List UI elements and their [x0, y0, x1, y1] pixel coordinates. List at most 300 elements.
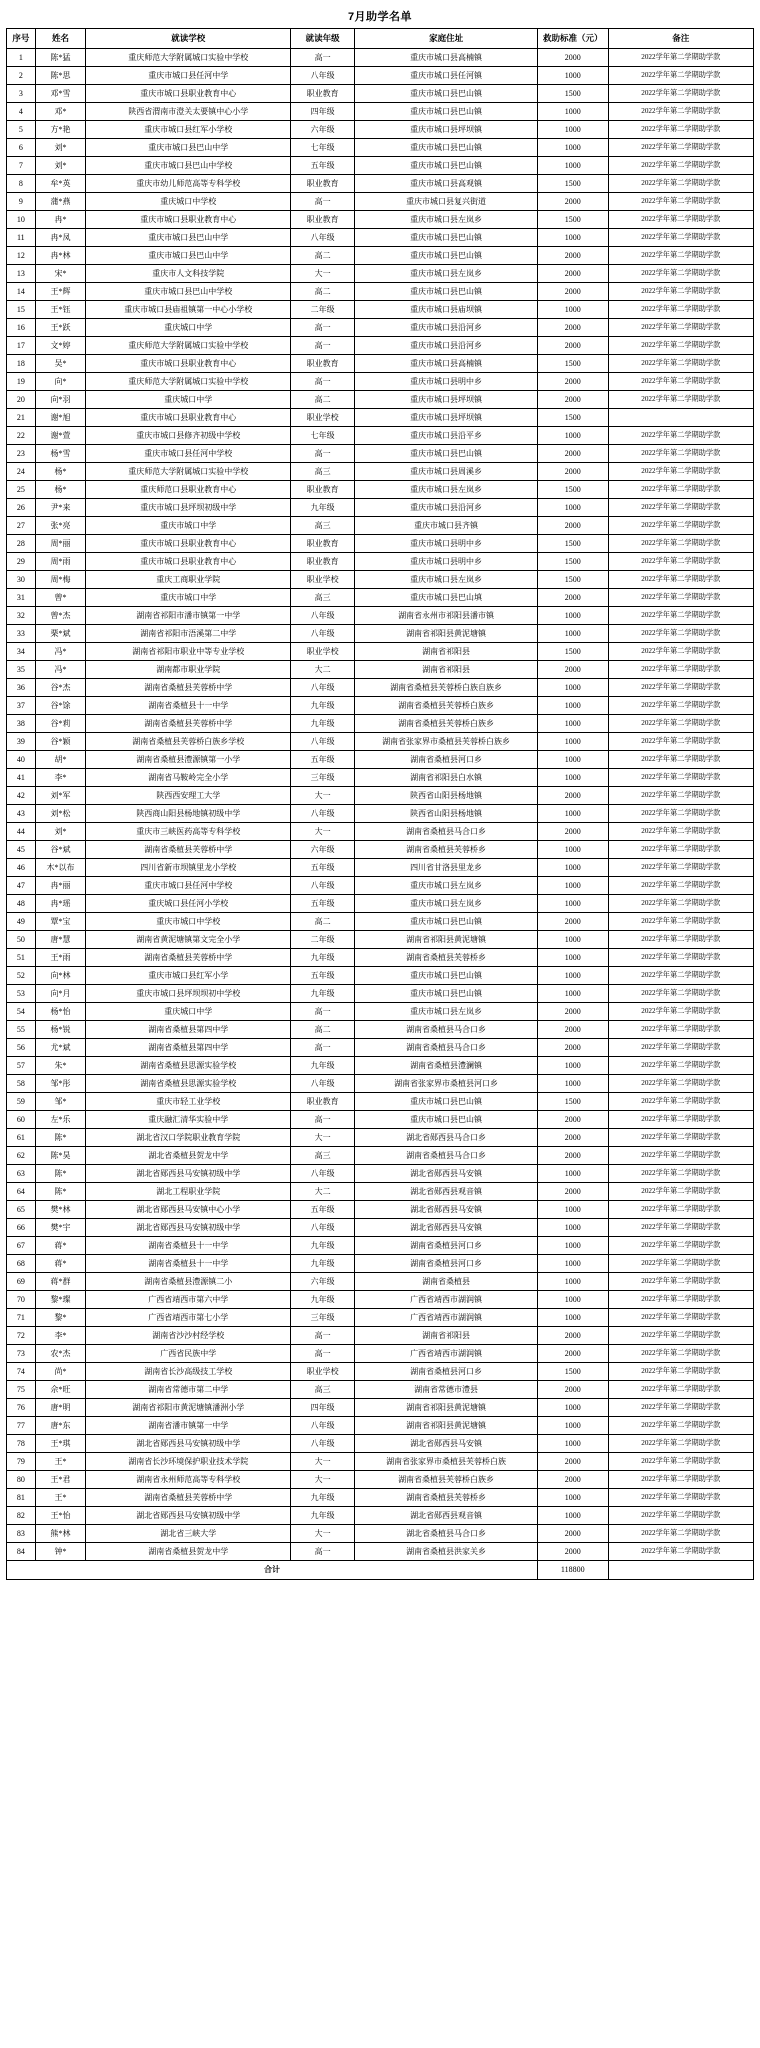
cell-amount: 2000: [538, 1039, 609, 1057]
cell-amount: 1500: [538, 481, 609, 499]
table-row: [7, 319, 754, 337]
cell-address: 重庆市城口县巴山镇: [355, 445, 538, 463]
cell-name: 蒲*燕: [35, 193, 86, 211]
cell-remark: 2022学年第二学期助学款: [608, 1003, 753, 1021]
table-row: [7, 1345, 754, 1363]
table-row: [7, 1111, 754, 1129]
cell-remark: 2022学年第二学期助学款: [608, 1273, 753, 1291]
cell-amount: 1000: [538, 1399, 609, 1417]
cell-name: 尚*: [35, 1363, 86, 1381]
cell-school: 重庆市城口中学: [86, 589, 291, 607]
cell-index: 77: [7, 1417, 36, 1435]
table-row: [7, 427, 754, 445]
cell-school: 重庆市城口县任河中学校: [86, 445, 291, 463]
cell-amount: 1000: [538, 1201, 609, 1219]
table-row: [7, 949, 754, 967]
cell-name: 冉*林: [35, 247, 86, 265]
cell-remark: 2022学年第二学期助学款: [608, 301, 753, 319]
cell-school: 重庆工商职业学院: [86, 571, 291, 589]
cell-grade: 大一: [291, 1525, 355, 1543]
cell-address: 重庆市城口县左岚乡: [355, 877, 538, 895]
cell-grade: 九年级: [291, 1057, 355, 1075]
cell-amount: 1500: [538, 85, 609, 103]
cell-school: 重庆市城口中学: [86, 517, 291, 535]
cell-school: 湖南省桑植县澧源镇二小: [86, 1273, 291, 1291]
column-header-grade: 就读年级: [291, 29, 355, 49]
cell-remark: 2022学年第二学期助学款: [608, 625, 753, 643]
cell-amount: 1500: [538, 211, 609, 229]
cell-name: 唐*慧: [35, 931, 86, 949]
cell-name: 胡*: [35, 751, 86, 769]
cell-grade: 职业教育: [291, 535, 355, 553]
table-row: [7, 607, 754, 625]
cell-grade: 高一: [291, 1345, 355, 1363]
cell-address: 湖南省桑植县芙蓉桥白族乡: [355, 1471, 538, 1489]
cell-name: 王*君: [35, 1471, 86, 1489]
cell-remark: 2022学年第二学期助学款: [608, 67, 753, 85]
cell-grade: 高三: [291, 517, 355, 535]
cell-school: 重庆市城口县职业教育中心: [86, 553, 291, 571]
cell-grade: 二年级: [291, 301, 355, 319]
cell-name: 樊*林: [35, 1201, 86, 1219]
cell-school: 重庆市城口县职业教育中心: [86, 355, 291, 373]
cell-name: 杨*怡: [35, 1003, 86, 1021]
cell-amount: 1000: [538, 805, 609, 823]
cell-school: 湖南省桑植县芙蓉桥中学: [86, 715, 291, 733]
cell-index: 78: [7, 1435, 36, 1453]
cell-address: 陕西省山阳县杨地镇: [355, 805, 538, 823]
cell-name: 杨*锐: [35, 1021, 86, 1039]
table-row: [7, 337, 754, 355]
cell-index: 42: [7, 787, 36, 805]
cell-school: 重庆师范大学附属城口实验中学校: [86, 463, 291, 481]
cell-name: 王*琪: [35, 1435, 86, 1453]
cell-grade: 六年级: [291, 841, 355, 859]
cell-amount: 1000: [538, 1435, 609, 1453]
cell-index: 56: [7, 1039, 36, 1057]
cell-address: 重庆市城口县巴山镇: [355, 247, 538, 265]
cell-index: 80: [7, 1471, 36, 1489]
cell-name: 陈*: [35, 1183, 86, 1201]
cell-address: 湖南省常德市澧县: [355, 1381, 538, 1399]
cell-remark: 2022学年第二学期助学款: [608, 1183, 753, 1201]
cell-address: 湖北省郧西县马安镇: [355, 1165, 538, 1183]
cell-remark: 2022学年第二学期助学款: [608, 1417, 753, 1435]
cell-address: 湖南省桑植县河口乡: [355, 751, 538, 769]
table-row: [7, 211, 754, 229]
cell-name: 王*辉: [35, 283, 86, 301]
cell-name: 佘*旺: [35, 1381, 86, 1399]
cell-grade: 八年级: [291, 1435, 355, 1453]
cell-name: 熊*林: [35, 1525, 86, 1543]
cell-index: 72: [7, 1327, 36, 1345]
table-row: [7, 1453, 754, 1471]
cell-grade: 八年级: [291, 877, 355, 895]
cell-school: 重庆市城口县红军小学: [86, 967, 291, 985]
cell-amount: 1000: [538, 877, 609, 895]
cell-grade: 八年级: [291, 1075, 355, 1093]
cell-remark: 2022学年第二学期助学款: [608, 1093, 753, 1111]
cell-grade: 大二: [291, 661, 355, 679]
cell-grade: 九年级: [291, 697, 355, 715]
cell-amount: 1000: [538, 733, 609, 751]
cell-address: 湖南省桑植县芙蓉桥白族自族乡: [355, 679, 538, 697]
cell-address: 广西省靖西市湖润镇: [355, 1345, 538, 1363]
cell-index: 75: [7, 1381, 36, 1399]
table-row: [7, 85, 754, 103]
cell-index: 61: [7, 1129, 36, 1147]
cell-school: 重庆城口中学: [86, 1003, 291, 1021]
cell-index: 71: [7, 1309, 36, 1327]
cell-school: 湖南省潘市镇第一中学: [86, 1417, 291, 1435]
cell-school: 重庆市城口县巴山中学校: [86, 157, 291, 175]
cell-index: 30: [7, 571, 36, 589]
cell-name: 黎*: [35, 1309, 86, 1327]
cell-name: 王*怡: [35, 1507, 86, 1525]
cell-school: 广西省靖西市第六中学: [86, 1291, 291, 1309]
table-row: [7, 787, 754, 805]
cell-amount: 2000: [538, 1525, 609, 1543]
cell-grade: 三年级: [291, 769, 355, 787]
table-row: [7, 1507, 754, 1525]
cell-address: 湖南省永州市祁阳县潘市镇: [355, 607, 538, 625]
cell-index: 27: [7, 517, 36, 535]
cell-address: 湖南省桑植县河口乡: [355, 1237, 538, 1255]
cell-name: 刘*: [35, 823, 86, 841]
cell-grade: 高二: [291, 913, 355, 931]
table-header: [7, 29, 754, 49]
cell-amount: 2000: [538, 283, 609, 301]
cell-index: 9: [7, 193, 36, 211]
table-row: [7, 1129, 754, 1147]
cell-address: 重庆市城口县巴山镇: [355, 85, 538, 103]
table-row: [7, 985, 754, 1003]
table-row: [7, 229, 754, 247]
cell-grade: 八年级: [291, 67, 355, 85]
cell-grade: 八年级: [291, 625, 355, 643]
table-row: [7, 49, 754, 67]
cell-grade: 高一: [291, 1003, 355, 1021]
cell-amount: 2000: [538, 1111, 609, 1129]
cell-address: 湖北省郧西县马安镇: [355, 1435, 538, 1453]
cell-amount: 1500: [538, 409, 609, 427]
cell-school: 重庆城口中学: [86, 391, 291, 409]
cell-address: 湖南省桑植县河口乡: [355, 1363, 538, 1381]
cell-amount: 1500: [538, 1093, 609, 1111]
cell-school: 湖北省桑植县贺龙中学: [86, 1147, 291, 1165]
cell-grade: 八年级: [291, 679, 355, 697]
table-row: [7, 139, 754, 157]
cell-address: 重庆市城口县沿平乡: [355, 427, 538, 445]
cell-amount: 1500: [538, 175, 609, 193]
cell-address: 湖南省桑植县河口乡: [355, 1255, 538, 1273]
cell-address: 湖南省张家界市桑植县河口乡: [355, 1075, 538, 1093]
cell-grade: 九年级: [291, 985, 355, 1003]
cell-name: 木*以布: [35, 859, 86, 877]
total-amount: 118800: [538, 1561, 609, 1580]
cell-school: 湖北省郧西县马安镇初级中学: [86, 1165, 291, 1183]
cell-name: 周*梅: [35, 571, 86, 589]
cell-name: 周*丽: [35, 535, 86, 553]
table-row: [7, 1021, 754, 1039]
cell-remark: 2022学年第二学期助学款: [608, 1327, 753, 1345]
cell-grade: 职业学校: [291, 571, 355, 589]
cell-address: 重庆市城口县明中乡: [355, 553, 538, 571]
cell-amount: 2000: [538, 445, 609, 463]
cell-remark: 2022学年第二学期助学款: [608, 49, 753, 67]
cell-remark: 2022学年第二学期助学款: [608, 463, 753, 481]
cell-address: 重庆市城口县复兴街道: [355, 193, 538, 211]
cell-school: 重庆师范大学附属城口实验中学校: [86, 373, 291, 391]
cell-address: 重庆市城口县庙坝镇: [355, 301, 538, 319]
cell-amount: 1000: [538, 1291, 609, 1309]
cell-school: 湖南省祁阳市职业中等专业学校: [86, 643, 291, 661]
cell-grade: 九年级: [291, 949, 355, 967]
cell-school: 重庆师范大学附属城口实验中学校: [86, 49, 291, 67]
cell-address: 陕西省山阳县杨地镇: [355, 787, 538, 805]
cell-grade: 五年级: [291, 859, 355, 877]
cell-address: 重庆市城口县坪坝镇: [355, 121, 538, 139]
cell-remark: 2022学年第二学期助学款: [608, 1543, 753, 1561]
cell-grade: 九年级: [291, 1255, 355, 1273]
cell-school: 重庆市城口县庙祖镇第一中心小学校: [86, 301, 291, 319]
cell-remark: 2022学年第二学期助学款: [608, 1039, 753, 1057]
table-row: [7, 751, 754, 769]
cell-address: 重庆市城口县巴山镇: [355, 967, 538, 985]
table-row: [7, 1165, 754, 1183]
cell-grade: 高一: [291, 1543, 355, 1561]
cell-name: 文*婷: [35, 337, 86, 355]
cell-amount: 1000: [538, 301, 609, 319]
cell-remark: 2022学年第二学期助学款: [608, 355, 753, 373]
cell-name: 李*: [35, 769, 86, 787]
cell-remark: 2022学年第二学期助学款: [608, 193, 753, 211]
cell-remark: 2022学年第二学期助学款: [608, 877, 753, 895]
cell-index: 35: [7, 661, 36, 679]
cell-amount: 1000: [538, 1273, 609, 1291]
cell-remark: 2022学年第二学期助学款: [608, 841, 753, 859]
table-row: [7, 1489, 754, 1507]
cell-name: 刘*松: [35, 805, 86, 823]
cell-index: 46: [7, 859, 36, 877]
cell-amount: 1000: [538, 967, 609, 985]
cell-amount: 1000: [538, 1417, 609, 1435]
cell-name: 尹*来: [35, 499, 86, 517]
cell-name: 蒋*群: [35, 1273, 86, 1291]
cell-index: 29: [7, 553, 36, 571]
cell-name: 农*杰: [35, 1345, 86, 1363]
cell-index: 40: [7, 751, 36, 769]
cell-address: 重庆市城口县巴山镇: [355, 913, 538, 931]
cell-remark: 2022学年第二学期助学款: [608, 1255, 753, 1273]
cell-school: 湖南省桑植县芙蓉桥中学: [86, 841, 291, 859]
cell-grade: 五年级: [291, 895, 355, 913]
cell-name: 蒋*: [35, 1255, 86, 1273]
cell-school: 湖南省黄泥塘镇第文完全小学: [86, 931, 291, 949]
cell-address: 重庆市城口县左岚乡: [355, 1003, 538, 1021]
cell-index: 36: [7, 679, 36, 697]
cell-index: 73: [7, 1345, 36, 1363]
cell-remark: 2022学年第二学期助学款: [608, 553, 753, 571]
cell-name: 冉*瑶: [35, 895, 86, 913]
table-row: [7, 535, 754, 553]
table-row: [7, 409, 754, 427]
cell-grade: 八年级: [291, 733, 355, 751]
cell-index: 59: [7, 1093, 36, 1111]
cell-address: 重庆市城口县巴山镇: [355, 103, 538, 121]
table-row: [7, 157, 754, 175]
cell-school: 湖南省永州师范高等专科学校: [86, 1471, 291, 1489]
cell-remark: 2022学年第二学期助学款: [608, 283, 753, 301]
cell-amount: 1000: [538, 499, 609, 517]
cell-amount: 2000: [538, 265, 609, 283]
table-row: [7, 481, 754, 499]
cell-remark: 2022学年第二学期助学款: [608, 787, 753, 805]
column-header-address: 家庭住址: [355, 29, 538, 49]
cell-amount: 2000: [538, 337, 609, 355]
cell-remark: 2022学年第二学期助学款: [608, 571, 753, 589]
cell-name: 栗*斌: [35, 625, 86, 643]
cell-grade: 八年级: [291, 1417, 355, 1435]
cell-school: 湖南省长沙环境保护职业技术学院: [86, 1453, 291, 1471]
cell-name: 杨*雪: [35, 445, 86, 463]
cell-amount: 1000: [538, 103, 609, 121]
cell-address: 广西省靖西市湖润镇: [355, 1309, 538, 1327]
table-row: [7, 1291, 754, 1309]
cell-remark: 2022学年第二学期助学款: [608, 373, 753, 391]
cell-grade: 大一: [291, 1453, 355, 1471]
cell-amount: 2000: [538, 1327, 609, 1345]
cell-amount: 1000: [538, 139, 609, 157]
total-label: 合计: [7, 1561, 538, 1580]
cell-index: 19: [7, 373, 36, 391]
cell-amount: 2000: [538, 1129, 609, 1147]
table-row: [7, 301, 754, 319]
cell-school: 湖南省桑植县十一中学: [86, 1255, 291, 1273]
cell-name: 冉*丽: [35, 877, 86, 895]
cell-index: 81: [7, 1489, 36, 1507]
cell-amount: 1000: [538, 427, 609, 445]
cell-amount: 1000: [538, 121, 609, 139]
cell-name: 杨*: [35, 481, 86, 499]
cell-remark: 2022学年第二学期助学款: [608, 859, 753, 877]
cell-school: 广西省民族中学: [86, 1345, 291, 1363]
cell-amount: 1000: [538, 769, 609, 787]
cell-index: 24: [7, 463, 36, 481]
cell-name: 王*跃: [35, 319, 86, 337]
cell-index: 62: [7, 1147, 36, 1165]
cell-school: 湖南省长沙高级技工学校: [86, 1363, 291, 1381]
cell-remark: 2022学年第二学期助学款: [608, 247, 753, 265]
cell-remark: 2022学年第二学期助学款: [608, 967, 753, 985]
cell-grade: 高二: [291, 1021, 355, 1039]
table-row: [7, 1219, 754, 1237]
cell-name: 谷*莉: [35, 715, 86, 733]
cell-address: 湖北省郧西县观音镇: [355, 1507, 538, 1525]
cell-remark: 2022学年第二学期助学款: [608, 499, 753, 517]
cell-name: 谷*颖: [35, 733, 86, 751]
table-row: [7, 931, 754, 949]
cell-remark: [608, 409, 753, 427]
cell-name: 陈*昊: [35, 1147, 86, 1165]
cell-address: 重庆市城口县明中乡: [355, 373, 538, 391]
cell-address: 重庆市城口县明中乡: [355, 535, 538, 553]
cell-index: 51: [7, 949, 36, 967]
cell-amount: 1500: [538, 1363, 609, 1381]
cell-school: 湖南省桑植县芙蓉桥中学: [86, 949, 291, 967]
table-row: [7, 355, 754, 373]
cell-address: 重庆市城口县巴山镇: [355, 985, 538, 1003]
cell-name: 邓*雪: [35, 85, 86, 103]
cell-school: 重庆市城口县坪坝坝初中学校: [86, 985, 291, 1003]
cell-address: 重庆市城口县周溪乡: [355, 463, 538, 481]
cell-remark: 2022学年第二学期助学款: [608, 1471, 753, 1489]
cell-address: 湖北省郧西县马安镇: [355, 1219, 538, 1237]
cell-amount: 2000: [538, 1453, 609, 1471]
cell-name: 尤*斌: [35, 1039, 86, 1057]
cell-amount: 1500: [538, 355, 609, 373]
cell-grade: 职业学校: [291, 643, 355, 661]
cell-name: 谷*馀: [35, 697, 86, 715]
cell-amount: 1000: [538, 607, 609, 625]
table-row: [7, 247, 754, 265]
cell-school: 重庆市城口县职业教育中心: [86, 535, 291, 553]
cell-address: 重庆市城口县巴山镇: [355, 229, 538, 247]
cell-grade: 大一: [291, 265, 355, 283]
cell-grade: 四年级: [291, 1399, 355, 1417]
cell-school: 湖南省桑植县贺龙中学: [86, 1543, 291, 1561]
cell-school: 湖南省桑植县第四中学: [86, 1021, 291, 1039]
cell-grade: 职业教育: [291, 85, 355, 103]
cell-grade: 高一: [291, 193, 355, 211]
cell-index: 7: [7, 157, 36, 175]
cell-name: 邓*: [35, 103, 86, 121]
cell-index: 53: [7, 985, 36, 1003]
table-row: [7, 1039, 754, 1057]
cell-amount: 2000: [538, 1345, 609, 1363]
cell-address: 湖南省桑植县马合口乡: [355, 1147, 538, 1165]
cell-name: 王*钰: [35, 301, 86, 319]
cell-remark: 2022学年第二学期助学款: [608, 931, 753, 949]
column-header-index: 序号: [7, 29, 36, 49]
cell-amount: 2000: [538, 391, 609, 409]
cell-school: 重庆师范大学附属城口实验中学校: [86, 337, 291, 355]
cell-grade: 八年级: [291, 805, 355, 823]
cell-address: 重庆市城口县沿河乡: [355, 319, 538, 337]
cell-address: 重庆市城口县坪坝镇: [355, 409, 538, 427]
cell-school: 重庆市城口县巴山中学校: [86, 283, 291, 301]
cell-school: 湖南省桑植县澧源镇第一小学: [86, 751, 291, 769]
cell-school: 陕西商山阳县杨地镇初级中学: [86, 805, 291, 823]
aid-recipients-table: [6, 28, 754, 1580]
cell-school: 重庆融汇清华实验中学: [86, 1111, 291, 1129]
cell-school: 重庆师范口县职业教育中心: [86, 481, 291, 499]
cell-remark: 2022学年第二学期助学款: [608, 1147, 753, 1165]
total-row: [7, 1561, 754, 1580]
cell-grade: 八年级: [291, 1165, 355, 1183]
cell-index: 45: [7, 841, 36, 859]
table-row: [7, 1327, 754, 1345]
cell-grade: 九年级: [291, 499, 355, 517]
cell-index: 20: [7, 391, 36, 409]
cell-amount: 2000: [538, 1003, 609, 1021]
cell-school: 重庆市三峡医药高等专科学校: [86, 823, 291, 841]
cell-amount: 1000: [538, 1507, 609, 1525]
cell-index: 58: [7, 1075, 36, 1093]
cell-address: 湖南省桑植县芙蓉桥乡: [355, 1489, 538, 1507]
cell-index: 28: [7, 535, 36, 553]
cell-amount: 2000: [538, 1471, 609, 1489]
